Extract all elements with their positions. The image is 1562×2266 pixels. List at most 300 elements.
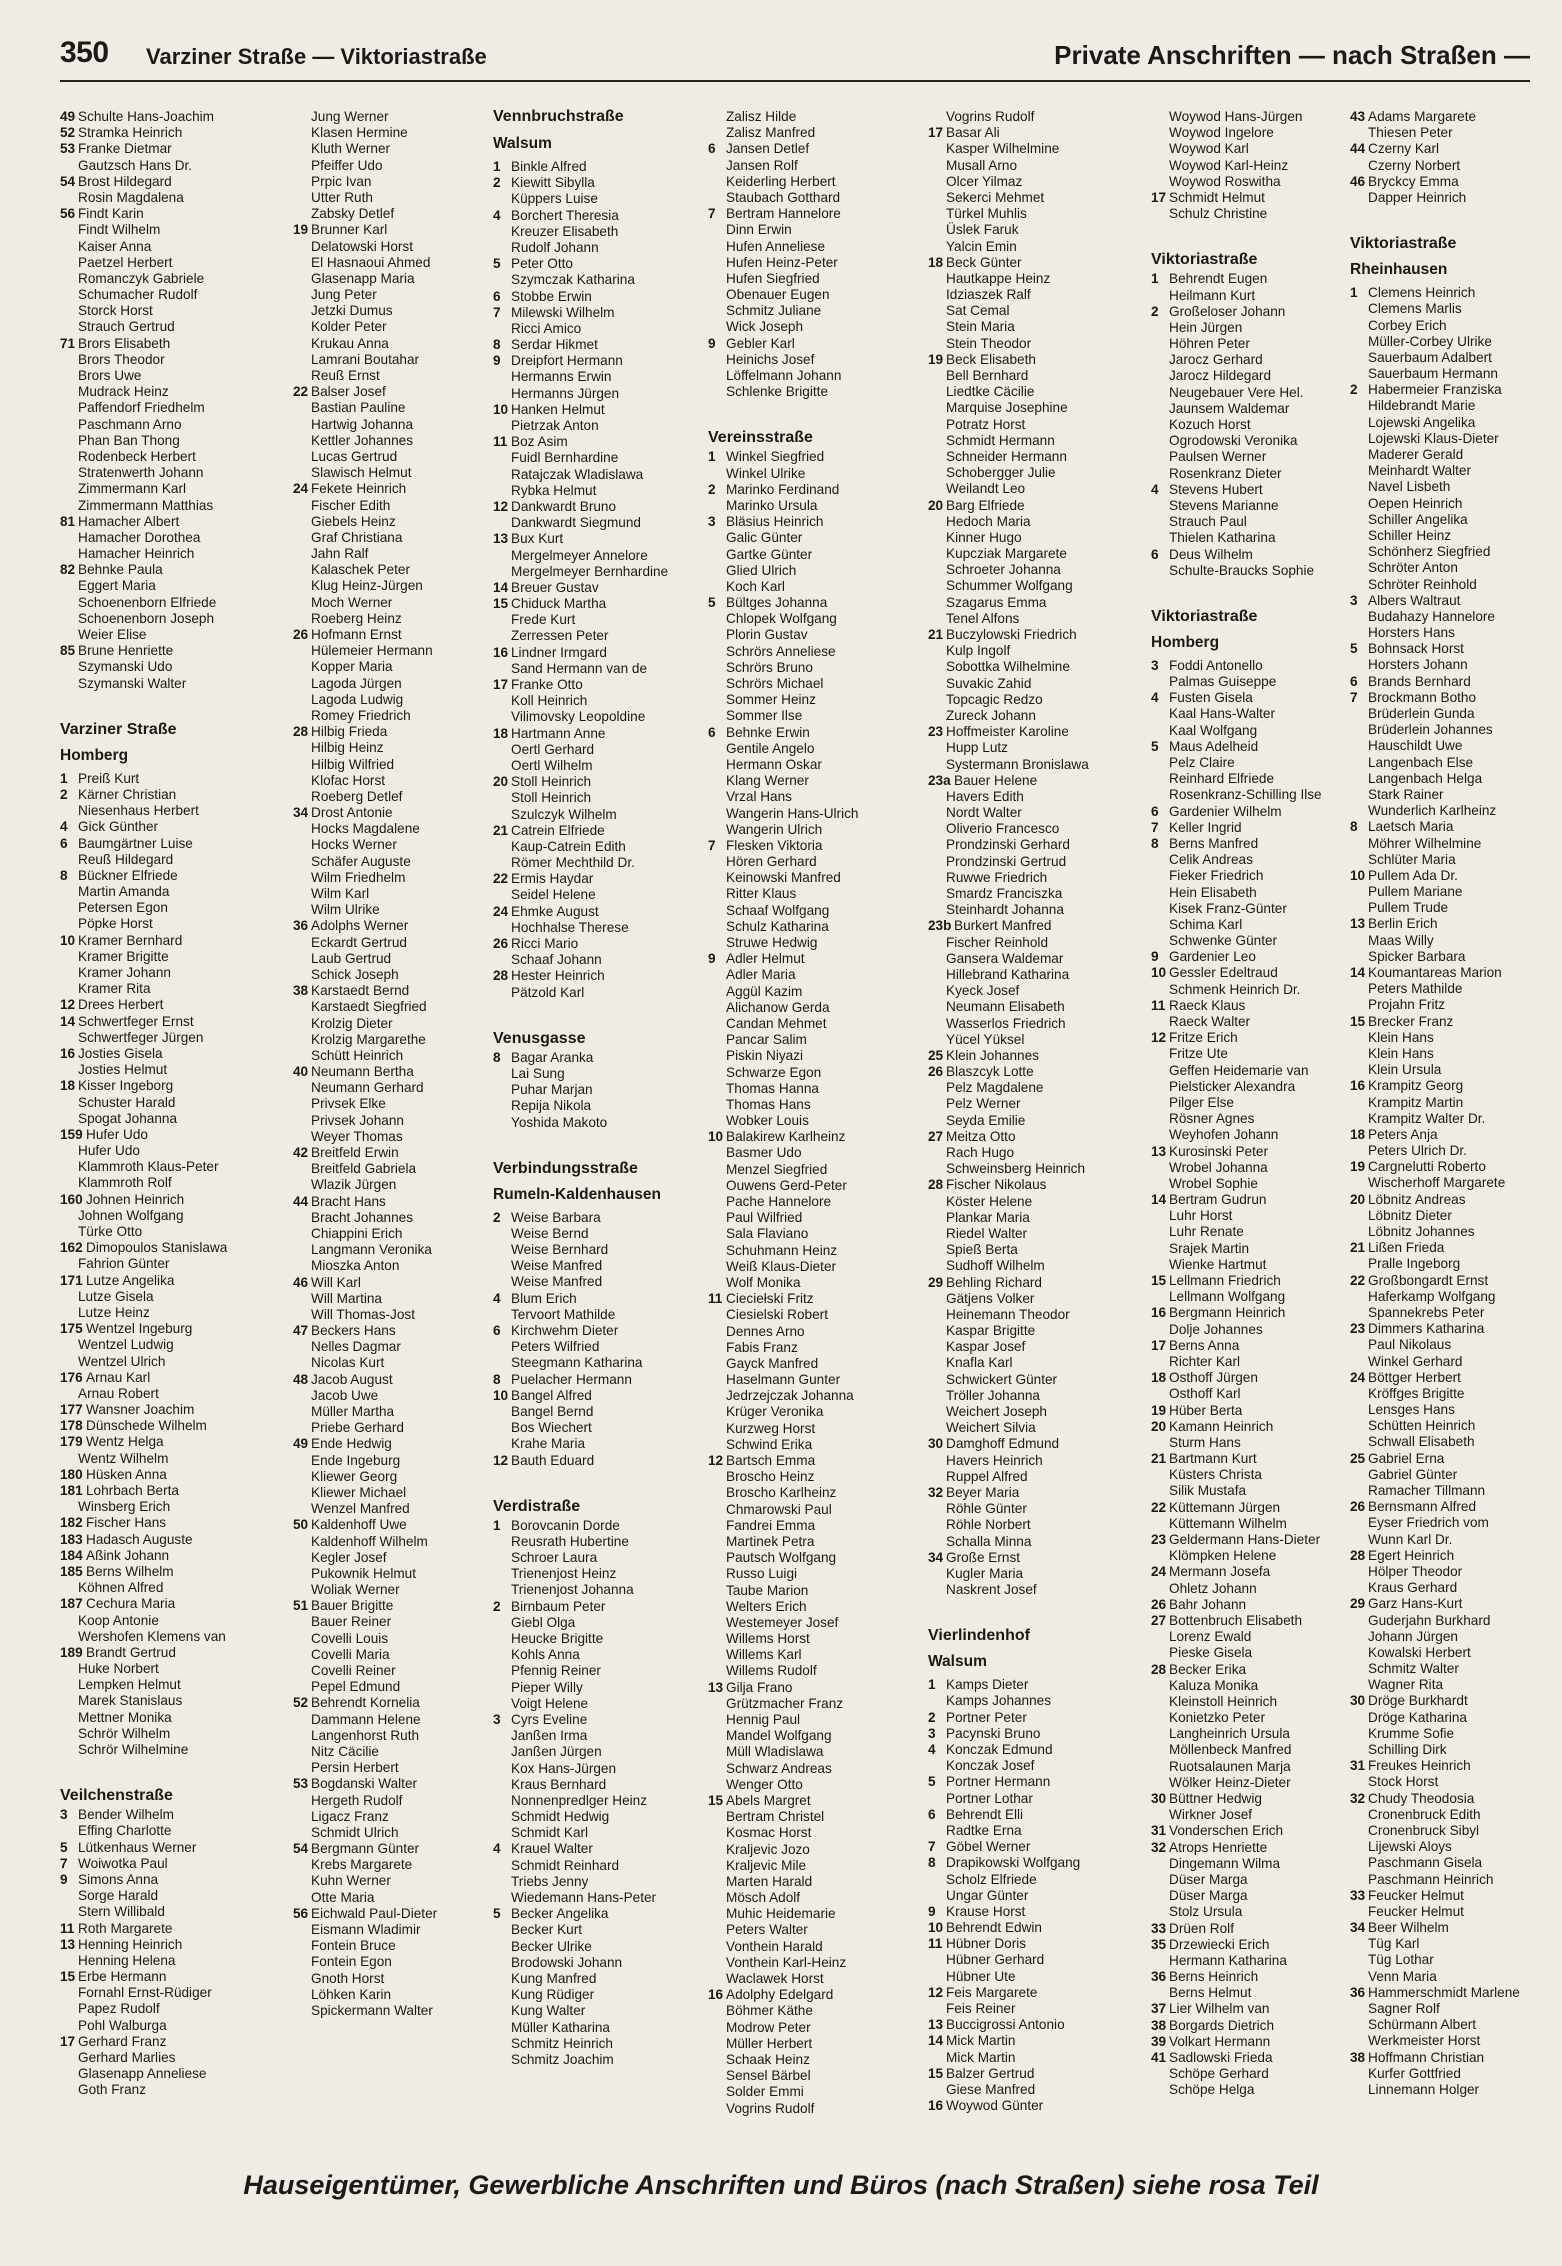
resident-entry [1350,301,1550,317]
resident-name: Kozuch Horst [1169,417,1251,432]
resident-name: Reuß Hildegard [78,851,174,867]
resident-entry [60,595,260,611]
resident-name: Fontein Bruce [311,1938,396,1954]
resident-entry [1151,1904,1351,1920]
resident-entry [60,1014,260,1030]
resident-name: Meinhardt Walter [1368,463,1471,479]
resident-name: Hocks Werner [311,837,397,853]
resident-name: Berns Wilhelm [86,1563,174,1579]
resident-name: Werkmeister Horst [1368,2033,1481,2049]
resident-name: Effing Charlotte [78,1823,172,1839]
house-number: 19 [293,222,309,238]
resident-entry [1151,206,1351,222]
resident-entry [928,1566,1128,1582]
house-number: 26 [1151,1596,1167,1612]
resident-entry [928,1920,1128,1936]
resident-entry [1350,577,1550,593]
resident-entry [293,1712,493,1728]
resident-entry [493,726,693,742]
resident-name: Wentz Helga [86,1434,164,1450]
resident-name: Brandt Gertrud [86,1644,176,1660]
resident-name: Brüderlein Gunda [1368,706,1475,721]
resident-name: Pepel Edmund [311,1679,401,1695]
resident-name: Peters Mathilde [1368,981,1463,997]
resident-entry [60,1095,260,1111]
resident-name: Pätzold Karl [511,984,585,1000]
resident-name: Boz Asim [511,434,568,450]
resident-entry [493,807,693,823]
house-number: 6 [928,1806,936,1822]
column-6 [1151,109,1351,2119]
resident-entry [293,659,493,675]
resident-entry [60,1677,260,1693]
resident-entry [1151,852,1351,868]
resident-entry [708,1890,908,1906]
resident-name: Große Ernst [946,1549,1021,1565]
resident-entry [293,303,493,319]
house-number: 2 [493,1209,501,1225]
resident-entry [493,936,693,952]
house-number: 15 [493,596,509,612]
resident-name: Bahr Johann [1169,1596,1247,1612]
resident-entry [1151,482,1351,498]
resident-entry [708,547,908,563]
resident-entry [1151,1694,1351,1710]
resident-name: Tervoort Mathilde [511,1306,616,1322]
house-number: 10 [1151,965,1167,981]
house-number: 41 [1151,2050,1167,2065]
resident-entry [293,1631,493,1647]
resident-entry [293,1517,493,1533]
resident-entry [60,2018,260,2034]
resident-name: Krahe Maria [511,1436,586,1452]
house-number: 8 [928,1855,936,1871]
resident-name: Mergelmeyer Annelore [511,547,648,563]
house-number: 187 [60,1596,83,1612]
resident-entry [1151,1354,1351,1370]
resident-entry [928,125,1128,141]
resident-entry [293,1890,493,1906]
resident-name: Naskrent Josef [946,1582,1037,1598]
resident-name: Winsberg Erich [78,1499,171,1515]
resident-name: Heucke Brigitte [511,1631,604,1646]
resident-name: Sommer Ilse [726,708,803,724]
resident-name: Bender Wilhelm [78,1807,174,1823]
house-number: 36 [1151,1969,1167,1985]
resident-name: Schrör Wilhelmine [78,1742,189,1757]
resident-name: Hennig Paul [726,1712,801,1727]
resident-name: Martinek Petra [726,1533,815,1549]
resident-name: Schalla Minna [946,1533,1032,1549]
resident-entry [293,514,493,530]
resident-name: Köhnen Alfred [78,1580,164,1596]
resident-entry [928,336,1128,352]
resident-name: Sommer Heinz [726,692,816,708]
resident-entry [1350,1823,1550,1839]
resident-entry [293,1582,493,1598]
resident-name: Modrow Peter [726,2019,811,2035]
resident-entry [293,498,493,514]
resident-name: Kaal Wolfgang [1169,722,1258,738]
resident-entry [928,999,1128,1015]
resident-name: Keiderling Herbert [726,173,836,189]
resident-entry [1350,512,1550,528]
resident-entry [293,1501,493,1517]
resident-name: Spicker Barbara [1368,948,1466,964]
resident-entry [1350,819,1550,835]
resident-name: Kowalski Herbert [1368,1644,1471,1660]
resident-name: Schwertfeger Jürgen [78,1029,204,1045]
resident-name: Horsters Hans [1368,625,1455,641]
resident-name: Hermann Oskar [726,756,822,772]
resident-entry [1151,1953,1351,1969]
resident-name: Hüsken Anna [86,1466,167,1482]
resident-entry [1151,1888,1351,1904]
resident-entry [493,1825,693,1841]
resident-entry [1151,787,1351,803]
house-number: 6 [708,141,716,157]
resident-entry [493,677,693,693]
resident-entry [1350,657,1550,673]
resident-entry [928,1258,1128,1274]
resident-entry [293,918,493,934]
resident-entry [293,400,493,416]
resident-entry [708,611,908,627]
resident-entry [293,384,493,400]
resident-entry [293,1307,493,1323]
house-number: 4 [1151,690,1159,706]
house-number: 10 [493,1387,509,1403]
resident-entry [1151,1338,1351,1354]
resident-name: Josties Helmut [78,1062,168,1078]
resident-name: Schröter Anton [1368,560,1458,576]
resident-entry [1350,1839,1550,1855]
resident-name: Rodenbeck Herbert [78,448,196,464]
resident-name: Mick Martin [946,2049,1016,2065]
house-number: 40 [293,1064,309,1080]
resident-name: Paetzel Herbert [78,254,173,270]
resident-name: Sagner Rolf [1368,2001,1440,2016]
resident-name: Strauch Paul [1169,514,1247,530]
resident-name: Jetzki Dumus [311,303,393,319]
resident-name: Pacynski Bruno [946,1725,1041,1741]
resident-name: Baumgärtner Luise [78,835,193,851]
resident-name: Giese Manfred [946,2081,1036,2097]
resident-name: Martin Amanda [78,884,170,900]
resident-entry [60,868,260,884]
resident-entry [928,837,1128,853]
resident-name: Waclawek Horst [726,1971,824,1986]
house-number: 7 [1350,689,1358,705]
resident-entry [1151,1710,1351,1726]
resident-name: Dammann Helene [311,1711,421,1727]
resident-entry [60,1030,260,1046]
resident-entry [60,498,260,514]
resident-entry [1350,174,1550,190]
resident-name: Kolder Peter [311,319,387,335]
resident-name: Palmas Guiseppe [1169,674,1277,690]
resident-entry [60,627,260,643]
house-number: 11 [60,1920,75,1936]
resident-entry [493,1098,693,1114]
resident-entry [1350,884,1550,900]
resident-name: Bauth Eduard [511,1452,595,1468]
resident-name: Grützmacher Franz [726,1695,844,1711]
resident-entry [60,546,260,562]
resident-name: Schlüter Maria [1368,851,1456,867]
resident-name: Feucker Helmut [1368,1887,1464,1903]
resident-entry [493,1777,693,1793]
resident-name: Bartsch Emma [726,1453,816,1468]
resident-name: Keinowski Manfred [726,870,841,886]
resident-entry [60,1515,260,1531]
resident-name: Dankwardt Siegmund [511,515,641,531]
resident-entry [1350,1613,1550,1629]
resident-name: Dröge Katharina [1368,1709,1467,1725]
resident-name: Brodowski Johann [511,1954,623,1970]
resident-name: Havers Edith [946,788,1024,804]
resident-name: Kamann Heinrich [1169,1418,1274,1434]
resident-name: Woiwotka Paul [78,1855,168,1871]
resident-name: Portner Hermann [946,1774,1051,1790]
resident-name: Kohls Anna [511,1647,580,1663]
resident-name: Mergelmeyer Bernhardine [511,563,669,579]
resident-entry [708,708,908,724]
resident-name: Sadlowski Frieda [1169,2050,1273,2065]
resident-entry [293,578,493,594]
house-number: 44 [1350,141,1366,157]
resident-name: Peters Ulrich Dr. [1368,1143,1467,1159]
resident-name: Johann Jürgen [1368,1628,1458,1644]
resident-entry [708,449,908,465]
resident-name: Brecker Franz [1368,1013,1454,1029]
resident-entry [1151,1144,1351,1160]
resident-name: Schwickert Günter [946,1371,1058,1387]
resident-name: Schäfer Auguste [311,853,411,869]
resident-name: Klang Werner [726,773,809,789]
resident-entry [708,1615,908,1631]
resident-name: Drzewiecki Erich [1169,1936,1270,1952]
resident-entry [293,465,493,481]
resident-entry [293,1841,493,1857]
resident-name: Schima Karl [1169,916,1243,932]
resident-name: Fischer Hans [86,1515,167,1531]
resident-name: Czerny Karl [1368,141,1440,157]
resident-entry [293,1857,493,1873]
resident-entry [493,1226,693,1242]
resident-name: Schrörs Anneliese [726,643,836,659]
house-number: 5 [60,1839,68,1855]
house-number: 6 [708,724,716,740]
house-number: 2 [493,1598,501,1614]
resident-entry [293,1776,493,1792]
resident-entry [928,449,1128,465]
resident-name: Puhar Marjan [511,1082,593,1098]
resident-name: Türke Otto [78,1224,143,1239]
resident-name: Lellmann Wolfgang [1169,1289,1286,1305]
resident-name: Breuer Gustav [511,579,599,595]
resident-name: Birnbaum Peter [511,1598,606,1614]
resident-name: Klein Ursula [1368,1062,1442,1078]
resident-name: Kinner Hugo [946,529,1022,545]
resident-entry [1350,1936,1550,1952]
resident-name: Fritze Erich [1169,1030,1238,1046]
resident-entry [928,1048,1128,1064]
resident-entry [293,902,493,918]
resident-name: Covelli Reiner [311,1663,396,1678]
house-number: 33 [1350,1887,1366,1903]
resident-name: Wrobel Johanna [1169,1159,1268,1175]
resident-entry [1350,1127,1550,1143]
resident-name: Karstaedt Bernd [311,983,410,999]
resident-name: Schaak Heinz [726,2051,810,2067]
resident-name: Roeberg Detlef [311,788,403,804]
house-number: 24 [493,903,509,919]
resident-name: Becker Ulrike [511,1938,592,1954]
resident-name: Ricci Amico [511,320,582,336]
resident-entry [708,1858,908,1874]
resident-entry [1151,1030,1351,1046]
resident-entry [1151,1856,1351,1872]
resident-entry [708,466,908,482]
house-number: 21 [1151,1451,1167,1467]
house-number: 9 [708,951,716,967]
resident-name: Hein Elisabeth [1169,884,1257,900]
resident-entry [1151,674,1351,690]
resident-entry [1151,965,1351,981]
resident-name: Plorin Gustav [726,627,808,643]
resident-name: Hergeth Rudolf [311,1792,403,1808]
resident-entry [928,303,1128,319]
house-number: 24 [1350,1369,1366,1385]
resident-entry [1151,1095,1351,1111]
resident-entry [928,1242,1128,1258]
resident-entry [493,483,693,499]
resident-name: Albers Waltraut [1368,592,1461,608]
resident-name: Wilm Friedhelm [311,869,406,885]
resident-name: Janßen Irma [511,1728,588,1744]
resident-entry [1350,674,1550,690]
resident-entry [928,1888,1128,1904]
resident-name: Spickermann Walter [311,2002,433,2018]
resident-name: Stein Theodor [946,335,1032,351]
resident-name: Wentzel Ulrich [78,1353,166,1369]
resident-name: Wentzel Ludwig [78,1337,174,1353]
resident-name: Ungar Günter [946,1887,1029,1903]
resident-entry [60,2034,260,2050]
resident-name: Kettler Johannes [311,432,414,448]
resident-entry [60,1969,260,1985]
resident-name: Basar Ali [946,125,1000,141]
resident-name: Ricci Mario [511,936,579,951]
resident-entry [708,1356,908,1372]
resident-entry [493,1939,693,1955]
resident-entry [708,1583,908,1599]
resident-name: Kung Rüdiger [511,1987,595,2003]
resident-entry [493,2020,693,2036]
resident-name: Laetsch Maria [1368,819,1454,835]
resident-name: Hester Heinrich [511,968,605,984]
resident-entry [928,1774,1128,1790]
resident-name: Giebels Heinz [311,513,396,529]
resident-entry [1350,1386,1550,1402]
resident-name: Wentz Wilhelm [78,1450,169,1466]
district-heading: Homberg [1151,633,1220,651]
resident-entry [60,1354,260,1370]
resident-entry [1350,1888,1550,1904]
resident-entry [928,1161,1128,1177]
resident-name: Schumacher Rudolf [78,287,198,303]
resident-entry [708,1048,908,1064]
resident-name: Kaspar Brigitte [946,1323,1036,1339]
resident-entry [293,1598,493,1614]
house-number: 171 [60,1272,83,1288]
resident-entry [1151,1678,1351,1694]
resident-name: Neumann Bertha [311,1064,414,1080]
resident-entry [1350,609,1550,625]
resident-name: Neugebauer Vere Hel. [1169,384,1304,400]
resident-name: Hermanns Jürgen [511,385,620,401]
resident-name: Peters Anja [1368,1126,1438,1142]
resident-name: Müll Wladislawa [726,1744,824,1760]
resident-name: Schmidt Helmut [1169,189,1265,205]
resident-name: Wiedemann Hans-Peter [511,1890,657,1905]
house-number: 179 [60,1434,83,1450]
house-number: 28 [1350,1547,1366,1563]
resident-entry [708,1016,908,1032]
resident-entry [493,693,693,709]
resident-entry [293,870,493,886]
resident-name: Wilm Karl [311,886,370,901]
resident-name: Schönherz Siegfried [1368,544,1491,560]
resident-entry [60,1127,260,1143]
resident-entry [708,287,908,303]
resident-entry [708,1987,908,2003]
resident-name: Meitza Otto [946,1128,1016,1144]
resident-entry [928,1501,1128,1517]
resident-name: Fieker Friedrich [1169,868,1264,884]
resident-entry [1151,2050,1351,2066]
resident-entry [293,789,493,805]
house-number: 177 [60,1402,83,1418]
resident-entry [493,1355,693,1371]
house-number: 23 [1350,1321,1366,1337]
street-range: Varziner Straße — Viktoriastraße [146,44,487,69]
resident-entry [1350,593,1550,609]
house-number: 2 [1151,303,1159,319]
resident-name: Abels Margret [726,1792,811,1808]
resident-entry [60,1904,260,1920]
resident-name: Bültges Johanna [726,595,828,611]
resident-name: Otte Maria [311,1889,375,1905]
resident-name: Cyrs Eveline [511,1711,588,1727]
resident-entry [293,740,493,756]
resident-name: Fischer Edith [311,497,391,513]
house-number: 8 [1151,835,1159,851]
resident-entry [60,319,260,335]
resident-entry [493,467,693,483]
resident-entry [60,1532,260,1548]
house-number: 16 [708,1987,724,2003]
resident-entry [293,595,493,611]
resident-entry [493,305,693,321]
resident-entry [1151,1079,1351,1095]
resident-name: Türkel Muhlis [946,206,1027,222]
resident-name: Sand Hermann van de [511,660,648,676]
resident-entry [1350,2033,1550,2049]
resident-name: Hillebrand Katharina [946,966,1070,982]
resident-entry [1350,1434,1550,1450]
